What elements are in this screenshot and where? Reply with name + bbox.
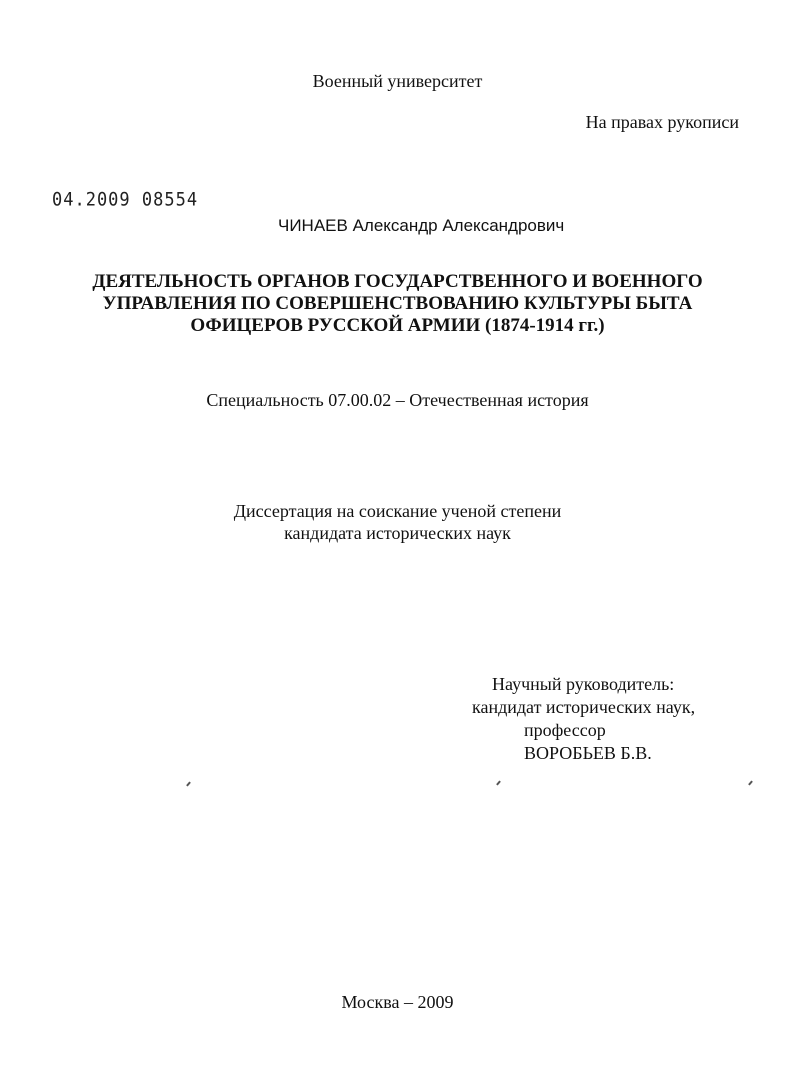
degree-line: кандидата исторических наук — [284, 523, 511, 543]
supervisor-label: Научный руководитель: — [492, 674, 675, 694]
scan-mark — [496, 780, 501, 785]
degree-line: Диссертация на соискание ученой степени — [233, 501, 562, 521]
dissertation-title — [0, 271, 795, 337]
title-line: УПРАВЛЕНИЯ ПО СОВЕРШЕНСТВОВАНИЮ КУЛЬТУРЫ БЫТА — [102, 293, 693, 314]
institution-name: Военный университет — [312, 71, 483, 91]
library-stamp: 04.2009 08554 — [52, 189, 199, 211]
dissertation-degree — [0, 500, 795, 544]
author-name: ЧИНАЕВ Александр Александрович — [278, 216, 565, 235]
title-line: ОФИЦЕРОВ РУССКОЙ АРМИИ (1874-1914 гг.) — [190, 315, 605, 336]
city-year: Москва – 2009 — [341, 992, 454, 1012]
rights-note: На правах рукописи — [585, 112, 739, 132]
supervisor-rank: профессор — [524, 720, 606, 740]
scan-mark — [186, 781, 191, 786]
supervisor-degree: кандидат исторических наук, — [472, 697, 696, 717]
supervisor-block — [472, 673, 695, 765]
scan-mark — [748, 780, 753, 785]
title-line: ДЕЯТЕЛЬНОСТЬ ОРГАНОВ ГОСУДАРСТВЕННОГО И ВОЕННОГО — [92, 271, 703, 292]
specialty: Специальность 07.00.02 – Отечественная история — [206, 390, 589, 410]
supervisor-name: ВОРОБЬЕВ Б.В. — [524, 743, 652, 763]
